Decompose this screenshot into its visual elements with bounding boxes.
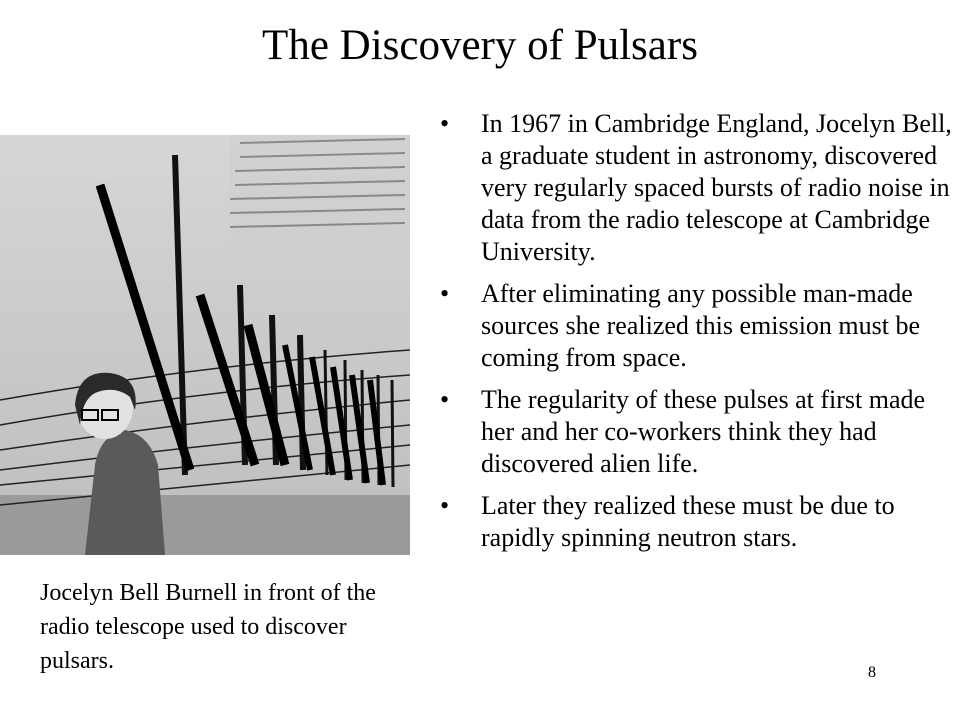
bullet-text: Later they realized these must be due to rapidly spinning neutron stars. — [481, 491, 895, 552]
bullet-marker: • — [440, 109, 450, 138]
bullet-text: After eliminating any possible man-made sources she realized this emission must be coming from space. — [481, 279, 921, 372]
bullet-item-2 — [440, 278, 955, 374]
bullet-marker: • — [440, 491, 450, 520]
bullet-item-4 — [440, 490, 955, 554]
bullet-marker: • — [440, 385, 450, 414]
page-number: 8 — [868, 664, 876, 681]
bullet-text: The regularity of these pulses at first made her and her co-workers think they had discovered alien life. — [481, 385, 926, 478]
bullet-item-3 — [440, 384, 955, 480]
photo-illustration — [0, 135, 410, 555]
bullet-marker: • — [440, 279, 450, 308]
bullet-list — [440, 108, 955, 564]
photo-caption: Jocelyn Bell Burnell in front of the radio telescope used to discover pulsars. — [40, 580, 376, 674]
slide-title: The Discovery of Pulsars — [262, 22, 698, 69]
bullet-text: In 1967 in Cambridge England, Jocelyn Bell, a graduate student in astronomy, discovered very regularly spaced bursts of radio noise in data from the radio telescope at Cambridge University. — [481, 109, 952, 266]
bullet-item-1 — [440, 108, 955, 268]
radio-telescope-photo — [0, 135, 410, 555]
